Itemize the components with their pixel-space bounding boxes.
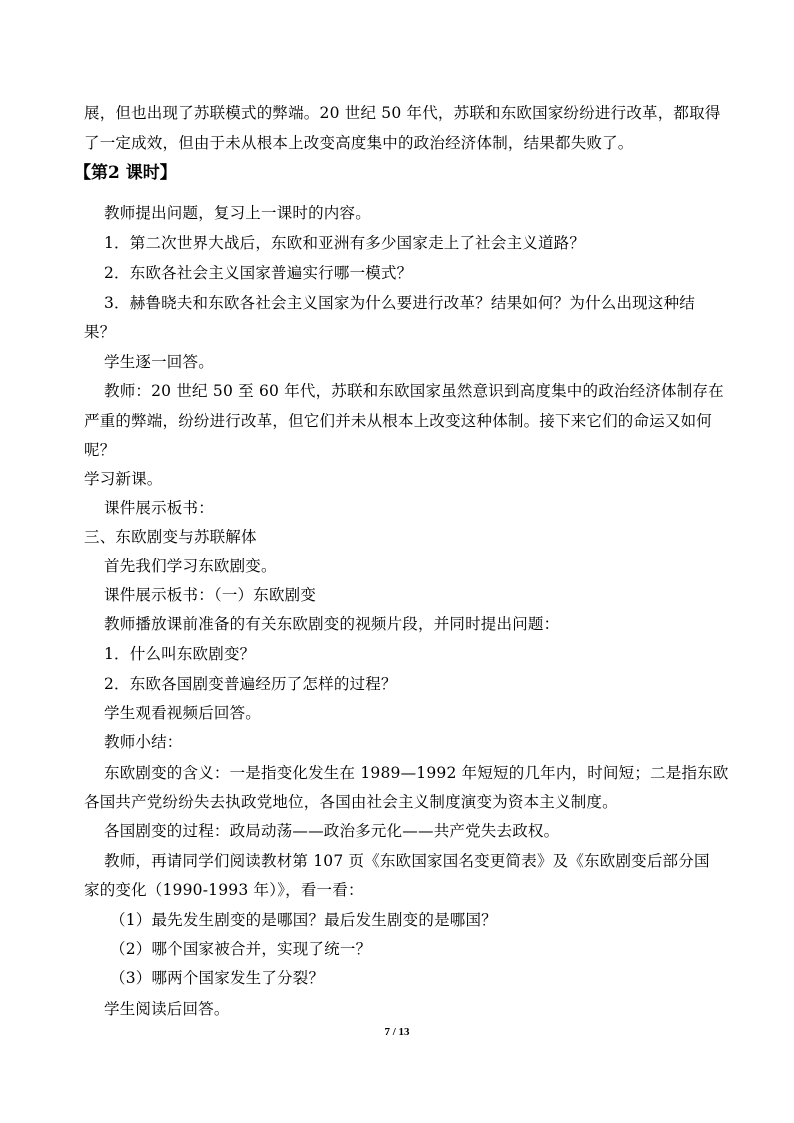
paragraph-line: 严重的弊端，纷纷进行改革，但它们并未从根本上改变这种体制。接下来它们的命运又如何 — [84, 412, 713, 430]
paragraph-line: 东欧剧变的含义：一是指变化发生在 1989—1992 年短短的几年内，时间短；二是指东欧 — [104, 764, 729, 782]
question-item: 2．东欧各社会主义国家普遍实行哪一模式？ — [104, 264, 413, 282]
question-item: 3．赫鲁晓夫和东欧各社会主义国家为什么要进行改革？结果如何？为什么出现这种结 — [104, 294, 695, 312]
section-subheading: 三、东欧剧变与苏联解体 — [84, 528, 257, 546]
paragraph-line: 学习新课。 — [84, 470, 163, 488]
paragraph-line: 各国共产党纷纷失去执政党地位，各国由社会主义制度演变为资本主义制度。 — [84, 793, 618, 811]
question-item: 1．第二次世界大战后，东欧和亚洲有多少国家走上了社会主义道路？ — [104, 234, 586, 252]
paragraph-line: 各国剧变的过程：政局动荡——政治多元化——共产党失去政权。 — [104, 822, 560, 840]
question-item: （2）哪个国家被合并，实现了统一？ — [110, 940, 372, 958]
question-item: 2．东欧各国剧变普遍经历了怎样的过程？ — [104, 675, 397, 693]
question-item: 1．什么叫东欧剧变？ — [104, 645, 256, 663]
paragraph-line: 教师播放课前准备的有关东欧剧变的视频片段，并同时提出问题： — [104, 615, 560, 633]
paragraph-line: 课件展示板书： — [104, 499, 214, 517]
page-number: 7 / 13 — [384, 1026, 410, 1038]
question-item: （3）哪两个国家发生了分裂？ — [110, 969, 325, 987]
paragraph-line: 果？ — [84, 323, 116, 341]
paragraph-line: 首先我们学习东欧剧变。 — [104, 557, 277, 575]
paragraph-line: 学生观看视频后回答。 — [104, 704, 262, 722]
paragraph-line: 呢？ — [84, 441, 116, 459]
paragraph-line: 学生阅读后回答。 — [104, 1000, 230, 1018]
paragraph-line: 课件展示板书：（一）东欧剧变 — [104, 586, 317, 604]
paragraph-line: 家的变化（1990-1993 年）》，看一看： — [84, 881, 364, 899]
question-item: （1）最先发生剧变的是哪国？最后发生剧变的是哪国？ — [110, 911, 497, 929]
paragraph-line: 教师小结： — [104, 733, 183, 751]
paragraph-line: 了一定成效，但由于未从根本上改变高度集中的政治经济体制，结果都失败了。 — [84, 134, 634, 152]
paragraph-line: 教师，再请同学们阅读教材第 107 页《东欧国家国名变更简表》及《东欧剧变后部分国 — [104, 852, 710, 870]
section-heading: 【第2 课时】 — [74, 163, 177, 183]
paragraph-line: 教师提出问题，复习上一课时的内容。 — [104, 204, 371, 222]
paragraph-line: 学生逐一回答。 — [104, 353, 214, 371]
paragraph-line: 展，但也出现了苏联模式的弊端。20 世纪 50 年代，苏联和东欧国家纷纷进行改革，都取得 — [84, 104, 721, 122]
paragraph-line: 教师：20 世纪 50 至 60 年代，苏联和东欧国家虽然意识到高度集中的政治经济体制存在 — [104, 382, 724, 400]
